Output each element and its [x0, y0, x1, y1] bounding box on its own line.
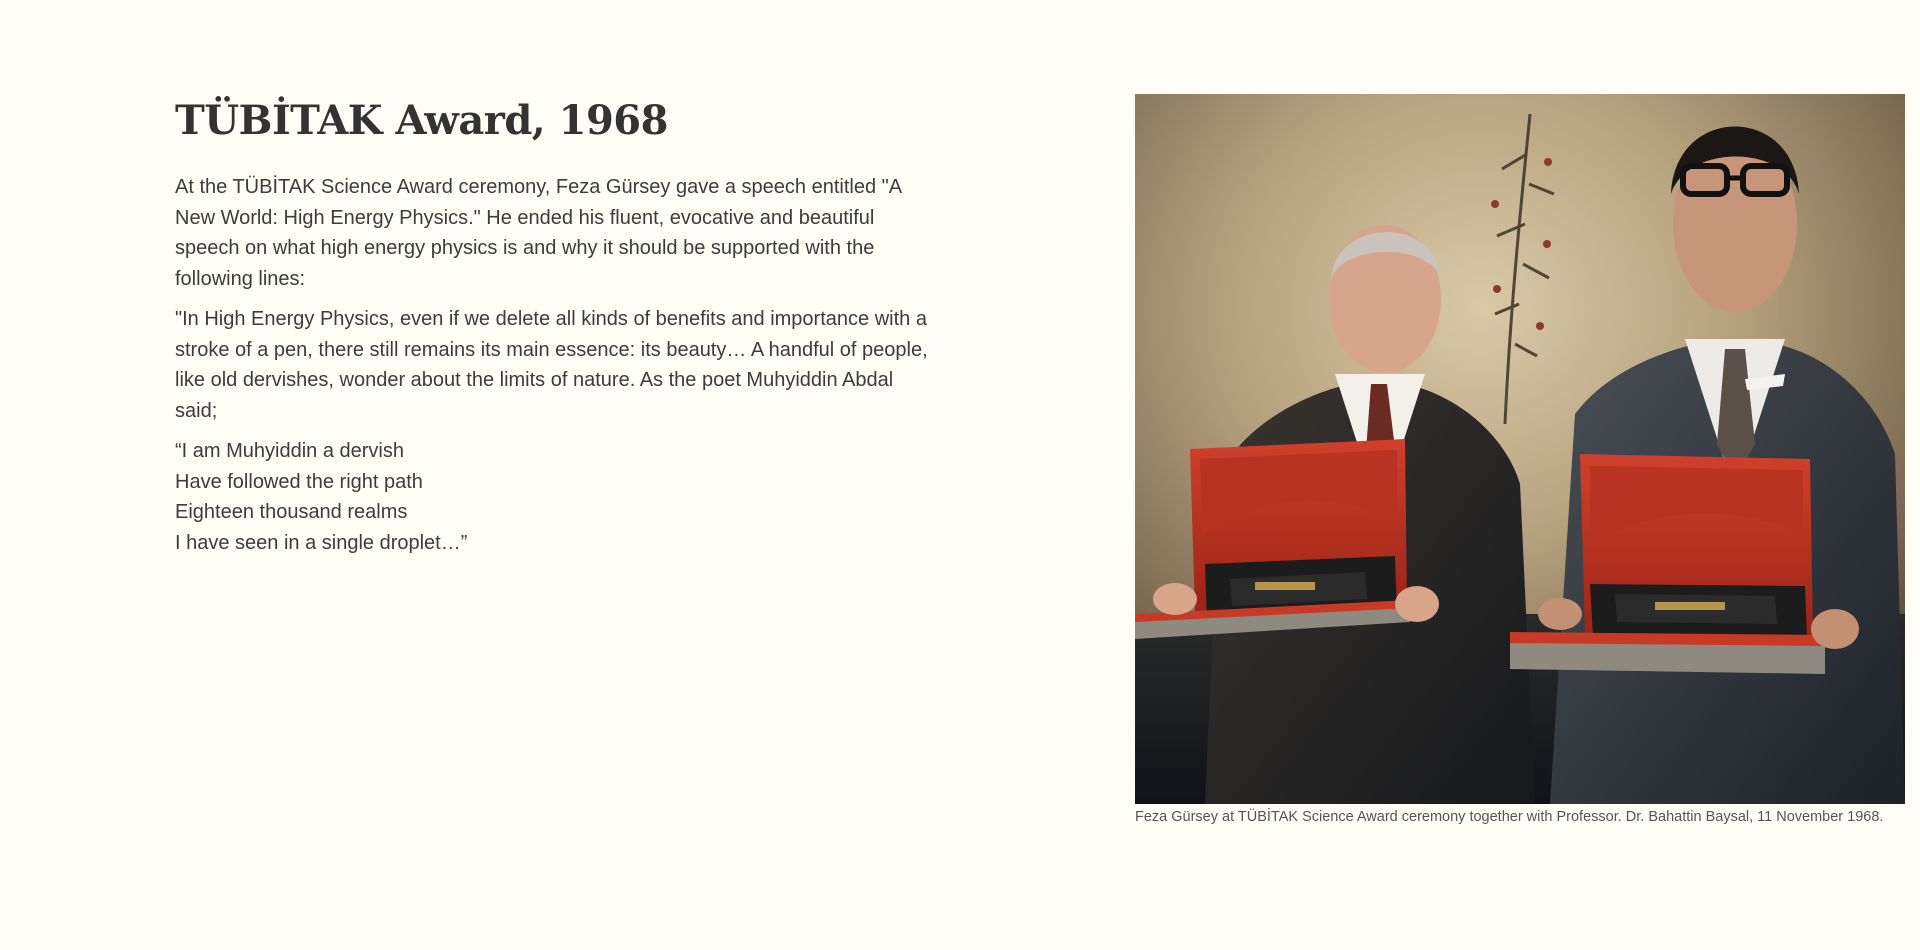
article-text	[175, 92, 935, 568]
poem-line: Eighteen thousand realms	[175, 501, 408, 523]
intro-paragraph: At the TÜBİTAK Science Award ceremony, Feza Gürsey gave a speech entitled "A New World: High Energy Physics." He ended his fluent, evocative and beautiful speech on what high energy physics is and why it should be supported with the following lines:	[175, 176, 901, 290]
poem-line: “I am Muhyiddin a dervish	[175, 440, 404, 462]
award-photo-illustration	[1135, 94, 1905, 804]
page-title: TÜBİTAK Award, 1968	[175, 97, 668, 144]
poem	[175, 436, 935, 558]
photo-caption: Feza Gürsey at TÜBİTAK Science Award ceremony together with Professor. Dr. Bahattin Baysal, 11 November 1968.	[1135, 809, 1884, 825]
poem-line: Have followed the right path	[175, 470, 423, 493]
poem-line: I have seen in a single droplet…”	[175, 531, 468, 554]
award-figure	[1135, 94, 1905, 828]
award-photo	[1135, 94, 1905, 804]
quote-paragraph: "In High Energy Physics, even if we delete all kinds of benefits and importance with a stroke of a pen, there still remains its main essence: its beauty… A handful of people, like old dervishes, wonder about the limits of nature. As the poet Muhyiddin Abdal said;	[175, 308, 928, 422]
